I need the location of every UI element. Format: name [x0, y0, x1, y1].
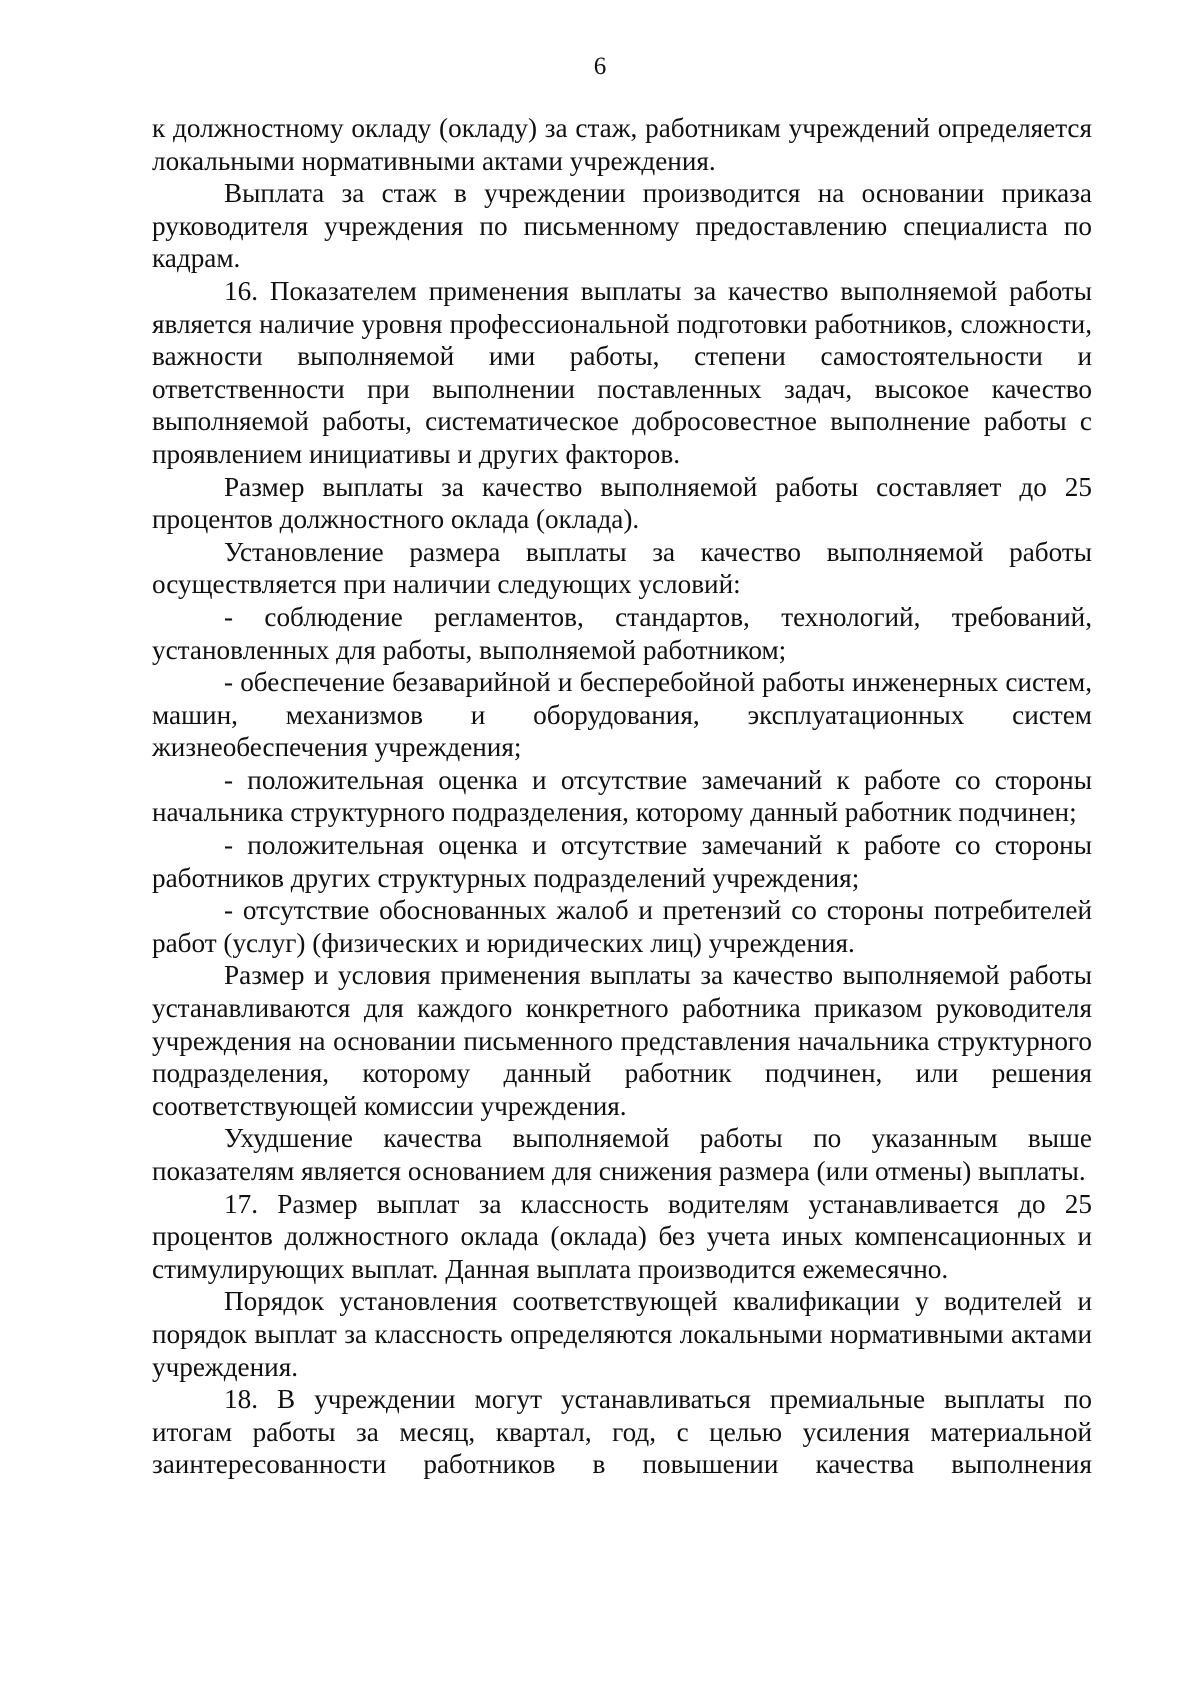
paragraph-17-driver-class: 17. Размер выплат за классность водителям устанавливается до 25 процентов должностного оклада (оклада) без учета иных компенсационных и стимулирующих выплат. Данная выплата производится ежемесячно. [152, 1188, 1092, 1284]
paragraph-continuation: к должностному окладу (окладу) за стаж, работникам учреждений определяется локальными нормативными актами учреждения. [152, 113, 1092, 176]
page-number: 6 [593, 53, 607, 80]
paragraph-seniority-payment: Выплата за стаж в учреждении производится на основании приказа руководителя учреждения по письменному предоставлению специалиста по кадрам. [152, 178, 1092, 274]
paragraph-16-quality-indicator: 16. Показателем применения выплаты за качество выполняемой работы является наличие уровня профессиональной подготовки работников, сложности, важности выполняемой ими работы, степени самостоятельности и ответственности при выполнении поставленных задач, высокое качество выполняемой работы, систематическое добросовестное выполнение работы с проявлением инициативы и других факторов. [152, 275, 1092, 469]
paragraph-conditions-intro: Установление размера выплаты за качество выполняемой работы осуществляется при наличии следующих условий: [152, 536, 1092, 600]
paragraph-quality-payment-size: Размер выплаты за качество выполняемой работы составляет до 25 процентов должностного оклада (оклада). [152, 471, 1092, 535]
list-item-systems-operation: - обеспечение безаварийной и бесперебойной работы инженерных систем, машин, механизмов и оборудования, эксплуатационных систем жизнеобеспечения учреждения; [152, 667, 1092, 763]
list-item-regulations: - соблюдение регламентов, стандартов, технологий, требований, установленных для работы, выполняемой работником; [152, 601, 1092, 665]
paragraph-18-bonus-payments: 18. В учреждении могут устанавливаться премиальные выплаты по итогам работы за месяц, квартал, год, с целью усиления материальной заинтересованности работников в повышении качества выполнения [152, 1384, 1092, 1480]
paragraph-quality-decline: Ухудшение качества выполняемой работы по указанным выше показателям является основанием для снижения размера (или отмены) выплаты. [152, 1123, 1092, 1186]
document-body [152, 112, 1092, 1481]
paragraph-qualification-order: Порядок установления соответствующей квалификации у водителей и порядок выплат за классность определяются локальными нормативными актами учреждения. [152, 1286, 1092, 1382]
list-item-colleagues-assessment: - положительная оценка и отсутствие замечаний к работе со стороны работников других структурных подразделений учреждения; [152, 830, 1092, 893]
paragraph-payment-order: Размер и условия применения выплаты за качество выполняемой работы устанавливаются для каждого конкретного работника приказом руководителя учреждения на основании письменного представления начальника структурного подразделения, которому данный работник подчинен, или решения соответствующей комиссии учреждения. [152, 960, 1092, 1121]
list-item-no-complaints: - отсутствие обоснованных жалоб и претензий со стороны потребителей работ (услуг) (физических и юридических лиц) учреждения. [152, 895, 1092, 958]
list-item-supervisor-assessment: - положительная оценка и отсутствие замечаний к работе со стороны начальника структурного подразделения, которому данный работник подчинен; [152, 764, 1092, 828]
